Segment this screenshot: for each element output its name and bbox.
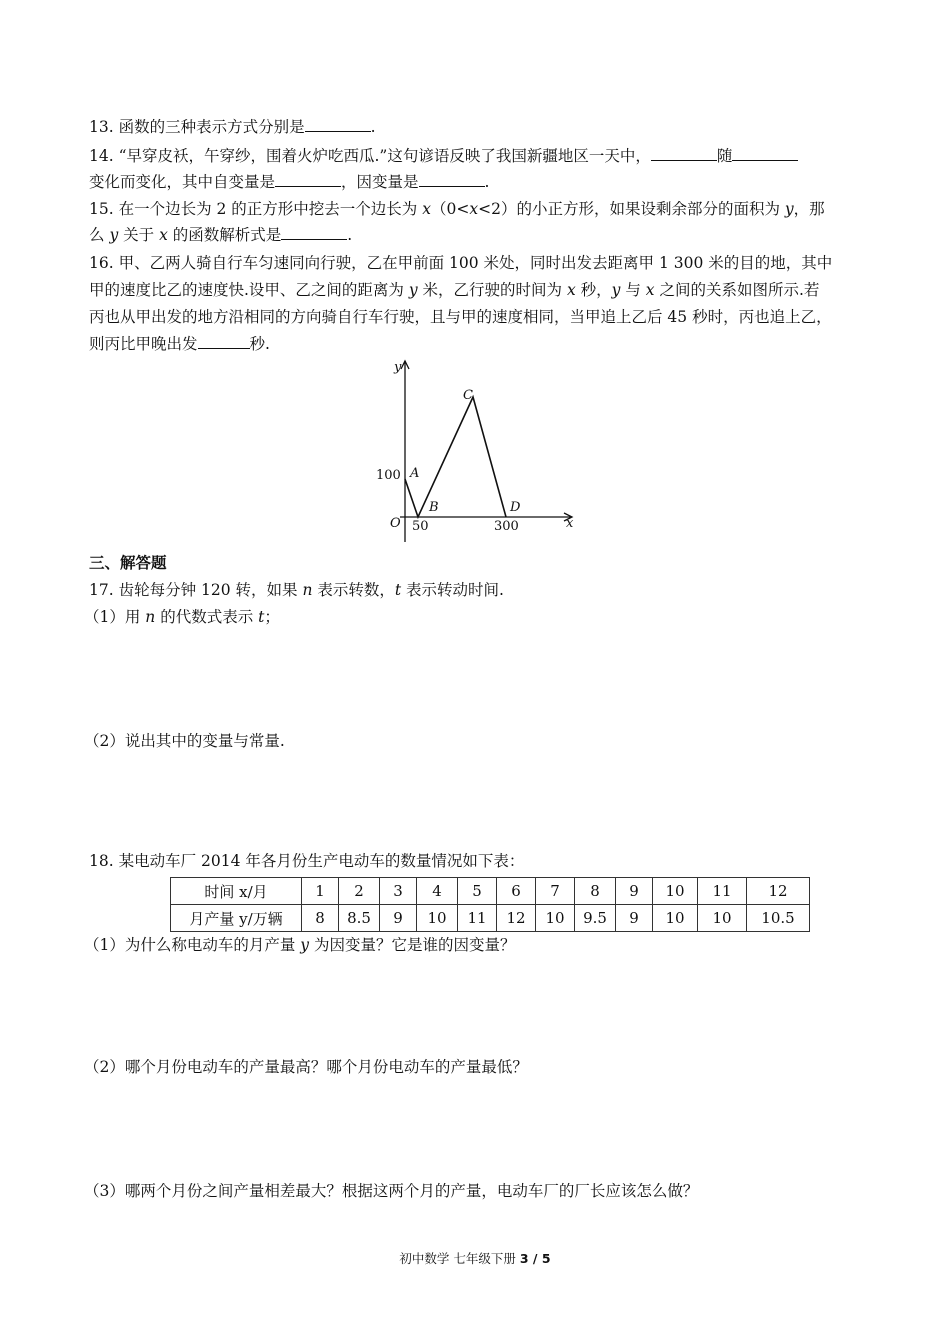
tick-label-50: 50: [412, 519, 429, 534]
y-axis-label: y: [394, 360, 402, 375]
question-18-part-3: （3）哪两个月份之间产量相差最大？根据这两个月的产量，电动车厂的厂长应该怎么做？: [84, 1182, 699, 1200]
table-cell-month: 12: [747, 878, 810, 905]
table-cell-month: 4: [417, 878, 458, 905]
point-a-label: A: [410, 466, 420, 481]
question-15-line-1: 15. 在一个边长为 2 的正方形中挖去一个边长为 x（0<x<2）的小正方形，如果设剩余部分的面积为 y，那: [89, 200, 825, 218]
table-cell-output: 8.5: [339, 905, 380, 932]
page-total: 5: [541, 1251, 551, 1266]
question-18-stem: 18. 某电动车厂 2014 年各月份生产电动车的数量情况如下表：: [89, 852, 525, 870]
table-cell-month: 5: [458, 878, 497, 905]
question-17-stem: 17. 齿轮每分钟 120 转，如果 n 表示转数，t 表示转动时间.: [89, 581, 504, 599]
table-cell-output: 8: [302, 905, 339, 932]
table-cell-month: 6: [497, 878, 536, 905]
answer-blank: [275, 172, 341, 187]
table-cell-month: 10: [653, 878, 698, 905]
table-cell-month: 1: [302, 878, 339, 905]
answer-blank: [198, 334, 250, 349]
question-16-line-2: 甲的速度比乙的速度快.设甲、乙之间的距离为 y 米，乙行驶的时间为 x 秒，y 与 x 之间的关系如图所示.若: [89, 281, 820, 299]
question-17-part-2: （2）说出其中的变量与常量.: [84, 732, 285, 750]
table-cell-output: 9: [616, 905, 653, 932]
distance-time-graph: [372, 355, 582, 547]
table-cell-month: 3: [380, 878, 417, 905]
answer-blank: [732, 146, 798, 161]
table-cell-month: 9: [616, 878, 653, 905]
table-header-output: 月产量 y/万辆: [171, 905, 302, 932]
table-cell-month: 8: [575, 878, 616, 905]
table-cell-output: 10: [536, 905, 575, 932]
question-17-part-1: （1）用 n 的代数式表示 t；: [84, 608, 280, 626]
table-header-time: 时间 x/月: [171, 878, 302, 905]
question-16-line-3: 丙也从甲出发的地方沿相同的方向骑自行车行驶，且与甲的速度相同，当甲追上乙后 45 秒时，丙也追上乙，: [89, 308, 832, 326]
question-14-line-2: 变化而变化，其中自变量是 ，因变量是 .: [89, 173, 490, 191]
tick-label-100: 100: [376, 468, 401, 483]
answer-blank: [651, 146, 717, 161]
point-c-label: C: [463, 388, 473, 403]
production-table: [170, 877, 810, 932]
question-13: 13. 函数的三种表示方式分别是 .: [89, 118, 376, 136]
question-18-part-1: （1）为什么称电动车的月产量 y 为因变量？它是谁的因变量？: [84, 936, 516, 954]
table-cell-output: 10: [417, 905, 458, 932]
distance-polyline: [405, 397, 506, 517]
table-cell-output: 10.5: [747, 905, 810, 932]
point-d-label: D: [510, 500, 521, 515]
page-footer: 初中数学 七年级下册 3 / 5: [399, 1251, 551, 1266]
table-cell-output: 9: [380, 905, 417, 932]
origin-label: O: [390, 516, 401, 531]
table-cell-output: 12: [497, 905, 536, 932]
question-18-part-2: （2）哪个月份电动车的产量最高？哪个月份电动车的产量最低？: [84, 1058, 528, 1076]
table-cell-month: 2: [339, 878, 380, 905]
point-b-label: B: [429, 500, 439, 515]
table-cell-output: 9.5: [575, 905, 616, 932]
question-16-line-1: 16. 甲、乙两人骑自行车匀速同向行驶，乙在甲前面 100 米处，同时出发去距离甲 1 300 米的目的地，其中: [89, 254, 833, 272]
answer-blank: [419, 172, 485, 187]
question-16-line-4: 则丙比甲晚出发 秒.: [89, 335, 270, 353]
x-axis-label: x: [566, 516, 574, 531]
tick-label-300: 300: [494, 519, 519, 534]
table-cell-month: 11: [698, 878, 747, 905]
answer-blank: [305, 117, 371, 132]
page-number: 3: [519, 1251, 529, 1266]
answer-blank: [281, 225, 347, 240]
section-heading: 三、解答题: [89, 554, 167, 572]
table-cell-output: 10: [698, 905, 747, 932]
question-15-line-2: 么 y 关于 x 的函数解析式是 .: [89, 226, 353, 244]
table-cell-month: 7: [536, 878, 575, 905]
table-row-output: [171, 905, 810, 932]
table-cell-output: 11: [458, 905, 497, 932]
question-14-line-1: 14. “早穿皮袄，午穿纱，围着火炉吃西瓜.”这句谚语反映了我国新疆地区一天中， 随: [89, 146, 798, 166]
table-cell-output: 10: [653, 905, 698, 932]
table-row-time: [171, 878, 810, 905]
